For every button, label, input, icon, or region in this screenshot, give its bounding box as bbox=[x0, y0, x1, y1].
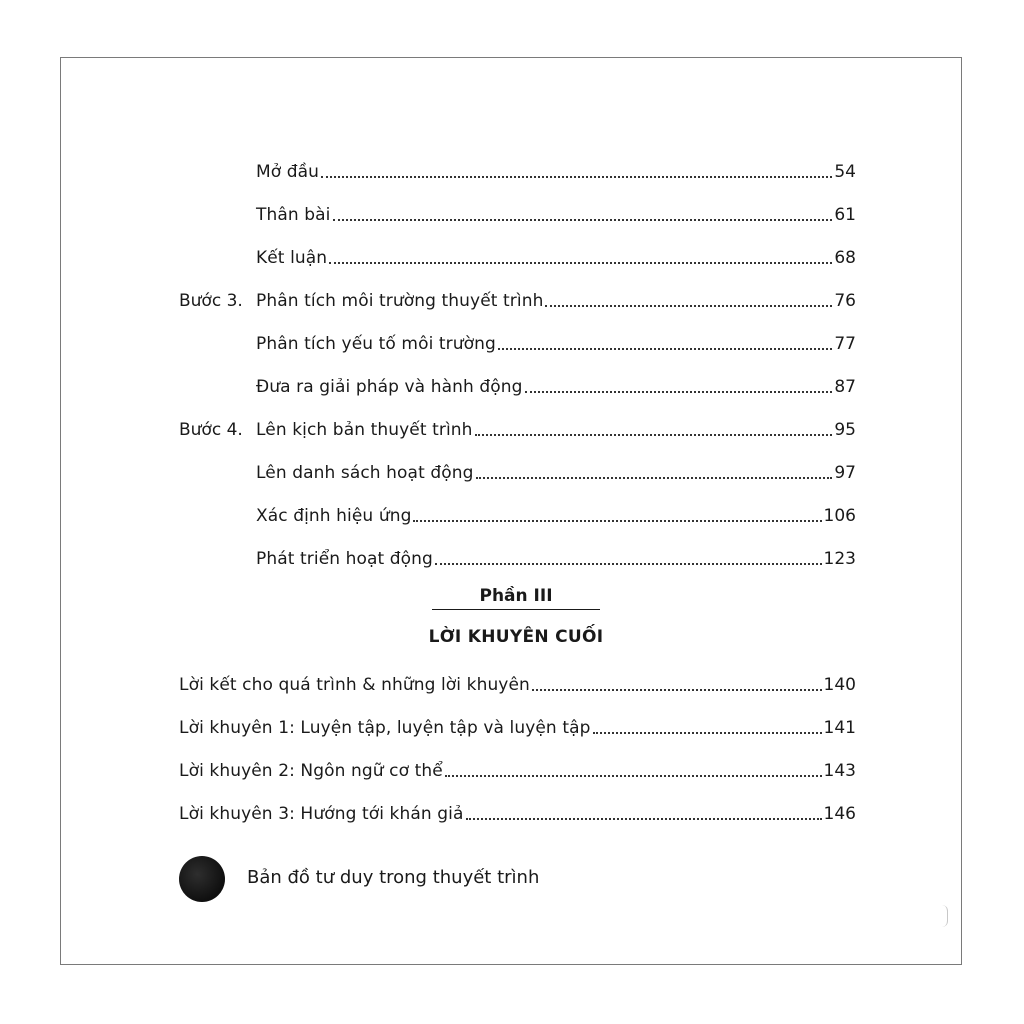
toc-entry-phan-tich-yeu-to bbox=[256, 325, 856, 355]
toc-entry-label: Đưa ra giải pháp và hành động bbox=[256, 377, 523, 397]
toc-entry-buoc-3 bbox=[256, 282, 856, 312]
dot-leader bbox=[593, 732, 822, 734]
toc-entry-phat-trien-hoat-dong bbox=[256, 540, 856, 570]
toc-entry-buoc-4 bbox=[256, 411, 856, 441]
toc-entry-than-bai bbox=[256, 196, 856, 226]
toc-entry-dua-ra-giai-phap bbox=[256, 368, 856, 398]
dot-leader bbox=[413, 520, 821, 522]
black-circle-bullet-icon bbox=[179, 856, 225, 902]
toc-entry-label: Thân bài bbox=[256, 205, 331, 225]
toc-entry-page: 140 bbox=[823, 675, 856, 695]
toc-entry-loi-khuyen-2 bbox=[179, 752, 856, 782]
dot-leader bbox=[445, 775, 822, 777]
dot-leader bbox=[476, 477, 833, 479]
toc-entry-label: Lên kịch bản thuyết trình bbox=[256, 420, 473, 440]
dot-leader bbox=[545, 305, 832, 307]
toc-entry-ket-luan bbox=[256, 239, 856, 269]
toc-entry-label: Lên danh sách hoạt động bbox=[256, 463, 474, 483]
toc-entry-label: Lời khuyên 3: Hướng tới khán giả bbox=[179, 804, 464, 824]
toc-entry-page: 106 bbox=[823, 506, 856, 526]
dot-leader bbox=[532, 689, 822, 691]
toc-entry-label: Lời kết cho quá trình & những lời khuyên bbox=[179, 675, 530, 695]
toc-entry-page: 76 bbox=[834, 291, 856, 311]
toc-entry-page: 68 bbox=[834, 248, 856, 268]
toc-entry-page: 123 bbox=[823, 549, 856, 569]
toc-entry-page: 143 bbox=[823, 761, 856, 781]
toc-entry-label: Mở đầu bbox=[256, 162, 320, 182]
dot-leader bbox=[466, 818, 822, 820]
toc-entry-xac-dinh-hieu-ung bbox=[256, 497, 856, 527]
toc-entry-page: 77 bbox=[834, 334, 856, 354]
step-prefix-4: Bước 4. bbox=[179, 420, 243, 440]
toc-entry-label: Lời khuyên 1: Luyện tập, luyện tập và luyện tập bbox=[179, 718, 591, 738]
toc-entry-page: 141 bbox=[823, 718, 856, 738]
toc-entry-len-danh-sach bbox=[256, 454, 856, 484]
part-heading: Phần III bbox=[432, 585, 600, 610]
toc-entry-page: 95 bbox=[834, 420, 856, 440]
toc-entry-label: Xác định hiệu ứng bbox=[256, 506, 412, 526]
toc-entry-loi-ket bbox=[179, 666, 856, 696]
page-edge-mark bbox=[942, 905, 948, 927]
toc-entry-page: 146 bbox=[823, 804, 856, 824]
mindmap-section-label: Bản đồ tư duy trong thuyết trình bbox=[247, 867, 540, 888]
toc-entry-label: Phân tích yếu tố môi trường bbox=[256, 334, 496, 354]
dot-leader bbox=[329, 262, 832, 264]
toc-entry-label: Phân tích môi trường thuyết trình bbox=[256, 291, 544, 311]
step-prefix-3: Bước 3. bbox=[179, 291, 243, 311]
toc-entry-page: 54 bbox=[834, 162, 856, 182]
dot-leader bbox=[475, 434, 833, 436]
toc-entry-label: Phát triển hoạt động bbox=[256, 549, 433, 569]
toc-entry-page: 61 bbox=[834, 205, 856, 225]
toc-entry-loi-khuyen-1 bbox=[179, 709, 856, 739]
dot-leader bbox=[321, 176, 832, 178]
toc-entry-label: Kết luận bbox=[256, 248, 328, 268]
part-title: LỜI KHUYÊN CUỐI bbox=[428, 627, 604, 647]
dot-leader bbox=[333, 219, 833, 221]
toc-entry-page: 87 bbox=[834, 377, 856, 397]
dot-leader bbox=[498, 348, 832, 350]
dot-leader bbox=[435, 563, 822, 565]
toc-entry-page: 97 bbox=[834, 463, 856, 483]
toc-entry-label: Lời khuyên 2: Ngôn ngữ cơ thể bbox=[179, 761, 443, 781]
toc-entry-loi-khuyen-3 bbox=[179, 795, 856, 825]
toc-entry-mo-dau bbox=[256, 153, 856, 183]
dot-leader bbox=[525, 391, 833, 393]
